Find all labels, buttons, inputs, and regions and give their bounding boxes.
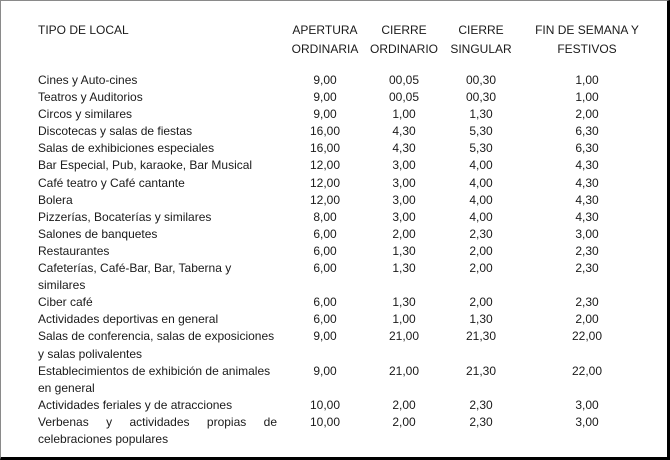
cierre-ordinario-cell: 3,00	[392, 158, 416, 173]
table-row	[1, 226, 667, 243]
apertura-cell: 6,00	[313, 261, 337, 276]
fin-de-semana-cell: 3,00	[575, 414, 599, 429]
apertura-cell: 10,00	[309, 414, 341, 429]
cierre-ordinario-cell: 00,05	[388, 90, 420, 105]
local-type-cell: Actividades feriales y de atracciones	[38, 397, 233, 412]
apertura-cell: 10,00	[309, 397, 341, 412]
table-row	[1, 140, 667, 157]
header-fin-de-semana-y-festivos: FIN DE SEMANA Y FESTIVOS	[535, 23, 639, 56]
cierre-ordinario-cell: 1,30	[392, 243, 416, 258]
apertura-cell: 6,00	[313, 312, 337, 327]
table-row	[1, 363, 667, 397]
cierre-ordinario-cell: 4,30	[392, 124, 416, 139]
cierre-ordinario-cell: 2,00	[392, 397, 416, 412]
fin-de-semana-cell: 2,00	[575, 312, 599, 327]
table-row	[1, 414, 667, 448]
cierre-ordinario-cell: 3,00	[392, 192, 416, 207]
fin-de-semana-cell: 2,30	[575, 261, 599, 276]
cierre-singular-cell: 4,00	[469, 175, 493, 190]
local-type-cell: Salas de exhibiciones especiales	[38, 141, 215, 156]
fin-de-semana-cell: 4,30	[575, 158, 599, 173]
cierre-ordinario-cell: 4,30	[392, 141, 416, 156]
apertura-cell: 16,00	[309, 124, 341, 139]
local-type-cell: Salones de banquetes	[38, 226, 158, 241]
fin-de-semana-cell: 3,00	[575, 226, 599, 241]
local-type-cell: Bar Especial, Pub, karaoke, Bar Musical	[38, 158, 253, 173]
cierre-ordinario-cell: 21,00	[388, 329, 420, 344]
cierre-ordinario-cell: 2,00	[392, 414, 416, 429]
table-row	[1, 175, 667, 192]
apertura-cell: 12,00	[309, 192, 341, 207]
cierre-singular-cell: 4,00	[469, 192, 493, 207]
fin-de-semana-cell: 22,00	[571, 363, 603, 378]
apertura-cell: 6,00	[313, 243, 337, 258]
cierre-singular-cell: 2,00	[469, 295, 493, 310]
cierre-singular-cell: 1,30	[469, 312, 493, 327]
apertura-cell: 9,00	[313, 363, 337, 378]
local-type-cell: Discotecas y salas de fiestas	[38, 124, 193, 139]
cierre-singular-cell: 2,30	[469, 397, 493, 412]
local-type-cell: Actividades deportivas en general	[38, 312, 219, 327]
cierre-singular-cell: 21,30	[465, 363, 497, 378]
table-row	[1, 106, 667, 123]
local-type-cell: Teatros y Auditorios	[38, 90, 143, 105]
table-row	[1, 89, 667, 106]
table-row	[1, 192, 667, 209]
cierre-singular-cell: 21,30	[465, 329, 497, 344]
cierre-singular-cell: 00,30	[465, 90, 497, 105]
local-type-cell: Pizzerías, Bocaterías y similares	[38, 209, 212, 224]
table-row	[1, 72, 667, 89]
table-row	[1, 123, 667, 140]
header-apertura-ordinaria: APERTURA ORDINARIA	[291, 23, 359, 56]
fin-de-semana-cell: 4,30	[575, 192, 599, 207]
local-type-cell: Establecimientos de exhibición de animales en general	[38, 363, 271, 395]
cierre-ordinario-cell: 2,00	[392, 226, 416, 241]
header-cierre-singular: CIERRE SINGULAR	[450, 23, 512, 56]
table-row	[1, 260, 667, 294]
fin-de-semana-cell: 6,30	[575, 124, 599, 139]
apertura-cell: 9,00	[313, 90, 337, 105]
apertura-cell: 12,00	[309, 158, 341, 173]
fin-de-semana-cell: 3,00	[575, 397, 599, 412]
cierre-ordinario-cell: 00,05	[388, 73, 420, 87]
cierre-singular-cell: 5,30	[469, 124, 493, 139]
table-row	[1, 243, 667, 260]
apertura-cell: 16,00	[309, 141, 341, 156]
cierre-ordinario-cell: 3,00	[392, 209, 416, 224]
cierre-singular-cell: 2,30	[469, 226, 493, 241]
table-row	[1, 397, 667, 414]
local-type-cell: Verbenas y actividades propias de celebraciones populares	[38, 414, 277, 446]
local-type-cell: Ciber café	[38, 295, 93, 310]
cierre-singular-cell: 5,30	[469, 141, 493, 156]
apertura-cell: 8,00	[313, 209, 337, 224]
fin-de-semana-cell: 1,00	[575, 73, 599, 87]
cierre-singular-cell: 2,00	[469, 243, 493, 258]
apertura-cell: 6,00	[313, 295, 337, 310]
fin-de-semana-cell: 4,30	[575, 209, 599, 224]
fin-de-semana-cell: 22,00	[571, 329, 603, 344]
cierre-ordinario-cell: 1,00	[392, 107, 416, 122]
cierre-ordinario-cell: 1,30	[392, 261, 416, 276]
fin-de-semana-cell: 2,30	[575, 295, 599, 310]
table-row	[1, 328, 667, 362]
fin-de-semana-cell: 2,00	[575, 107, 599, 122]
cierre-singular-cell: 00,30	[465, 73, 497, 87]
table-row	[1, 294, 667, 311]
header-cierre-ordinario: CIERRE ORDINARIO	[369, 23, 438, 56]
fin-de-semana-cell: 4,30	[575, 175, 599, 190]
local-type-cell: Salas de conferencia, salas de exposiciones y salas polivalentes	[38, 329, 275, 361]
table-row	[1, 311, 667, 328]
local-type-cell: Cafeterías, Café-Bar, Bar, Taberna y similares	[38, 261, 232, 293]
local-type-cell: Café teatro y Café cantante	[38, 175, 185, 190]
local-type-cell: Cines y Auto-cines	[38, 73, 138, 87]
cierre-ordinario-cell: 1,30	[392, 295, 416, 310]
local-type-cell: Bolera	[38, 192, 73, 207]
apertura-cell: 12,00	[309, 175, 341, 190]
cierre-ordinario-cell: 1,00	[392, 312, 416, 327]
cierre-singular-cell: 1,30	[469, 107, 493, 122]
apertura-cell: 6,00	[313, 226, 337, 241]
fin-de-semana-cell: 1,00	[575, 90, 599, 105]
fin-de-semana-cell: 2,30	[575, 243, 599, 258]
cierre-singular-cell: 4,00	[469, 209, 493, 224]
header-tipo-de-local: TIPO DE LOCAL	[38, 23, 129, 37]
local-type-cell: Circos y similares	[38, 107, 133, 122]
cierre-singular-cell: 4,00	[469, 158, 493, 173]
table-row	[1, 209, 667, 226]
apertura-cell: 9,00	[313, 107, 337, 122]
apertura-cell: 9,00	[313, 73, 337, 87]
apertura-cell: 9,00	[313, 329, 337, 344]
cierre-ordinario-cell: 3,00	[392, 175, 416, 190]
cierre-ordinario-cell: 21,00	[388, 363, 420, 378]
fin-de-semana-cell: 6,30	[575, 141, 599, 156]
schedule-table-body	[1, 72, 667, 448]
table-row	[1, 157, 667, 174]
cierre-singular-cell: 2,00	[469, 261, 493, 276]
local-type-cell: Restaurantes	[38, 243, 110, 258]
cierre-singular-cell: 2,30	[469, 414, 493, 429]
